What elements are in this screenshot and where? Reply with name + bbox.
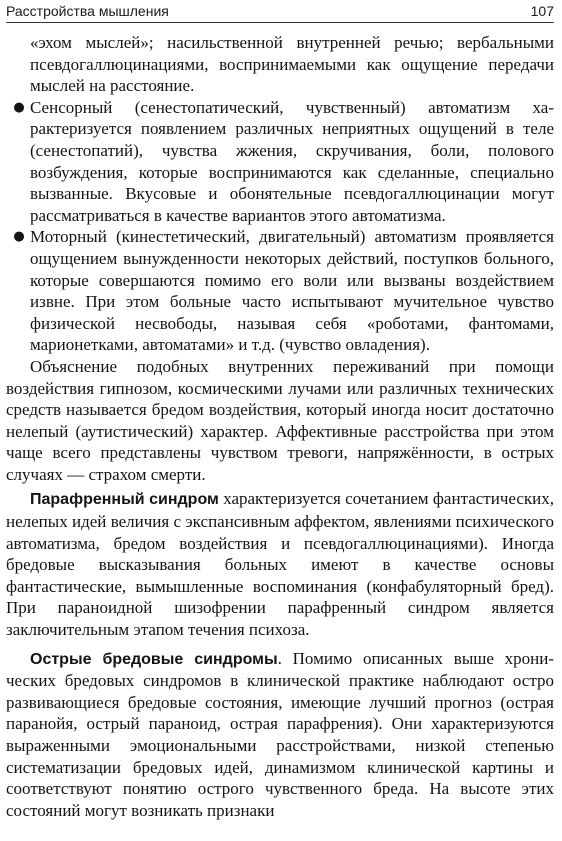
automatism-list — [6, 32, 554, 356]
term-acute-delusional-syndromes: Острые бредовые синдромы — [30, 650, 278, 668]
list-item-sensory-automatism — [6, 97, 554, 227]
list-item-motor-automatism — [6, 226, 554, 356]
running-header — [6, 0, 554, 23]
paragraph-text: характеризуется сочетанием фантастических, нелепых идей величия с экспансивным аффектом, явлениями психического автоматизма, бредом воздействия и псевдогаллюцинациями). Иногда бредовые высказывания больных имеют в качестве основы фантастические, вымышленные воспоминания (конфабуляторный бред). При параноидной шизофрении парафренный синдром является заключительным этапом течения психоза. — [6, 489, 554, 640]
paragraph-paraphrenic-syndrome — [6, 488, 554, 640]
bullet-icon: ● — [13, 229, 25, 245]
page-body — [6, 32, 554, 821]
section-title: Расстройства мышления — [6, 3, 169, 19]
bullet-icon: ● — [13, 99, 25, 115]
list-item-text: Моторный (кинестетический, двигательный) автоматизм проявляется ощущением вынужденности некоторых действий, поступков больного, которые совершаются помимо его воли или вызваны воздействием извне. При этом больные часто испытывают мучительное чувство физической несвободы, называя себя «роботами, фантомами, марионетками, автоматами» и т.д. (чувство овладения). — [30, 227, 554, 355]
paragraph-influence-delusion: Объяснение подобных внутренних переживаний при помощи воздействия гипнозом, космическими лучами или различных технических средств называется бредом воздействия, который иногда носит достаточно нелепый (аутистический) характер. Аффективные расстройства при этом чаще всего представлены чувством тревоги, напряжённости, в острых случаях — страхом смерти. — [6, 356, 554, 484]
paragraph-text: . Помимо описанных выше хронических бредовых синдромов в клинической практике наблюдают остро развивающиеся бредовые состояния, имеющие лучший прогноз (острая паранойя, острый параноид, острая парафрения). Они характеризуются выраженными эмоциональными расстройствами, низкой степенью систематизации бредовых идей, динамизмом клинической картины и соответствуют понятию острого чувственного бреда. На высоте этих состояний могут возникать признаки — [6, 648, 554, 820]
paragraph-acute-delusional-syndromes — [6, 648, 554, 822]
page-number: 107 — [530, 3, 554, 19]
list-item-continuation — [6, 32, 554, 97]
term-paraphrenic-syndrome: Парафренный синдром — [30, 491, 219, 509]
list-item-text: Сенсорный (сенестопатический, чувственный) автоматизм характеризуется появлением различных неприятных ощущений в теле (сенестопатий), чувства жжения, скручивания, боли, полового возбуждения, которые воспринимаются как сделанные, специально вызванные. Вкусовые и обонятельные псевдогаллюцинации могут рассматриваться в качестве вариантов этого автоматизма. — [30, 97, 554, 225]
list-item-text: «эхом мыслей»; насильственной внутренней речью; вербальными псевдогаллюцинациями, воспринимаемыми как ощущение передачи мыслей на расстояние. — [30, 33, 554, 96]
